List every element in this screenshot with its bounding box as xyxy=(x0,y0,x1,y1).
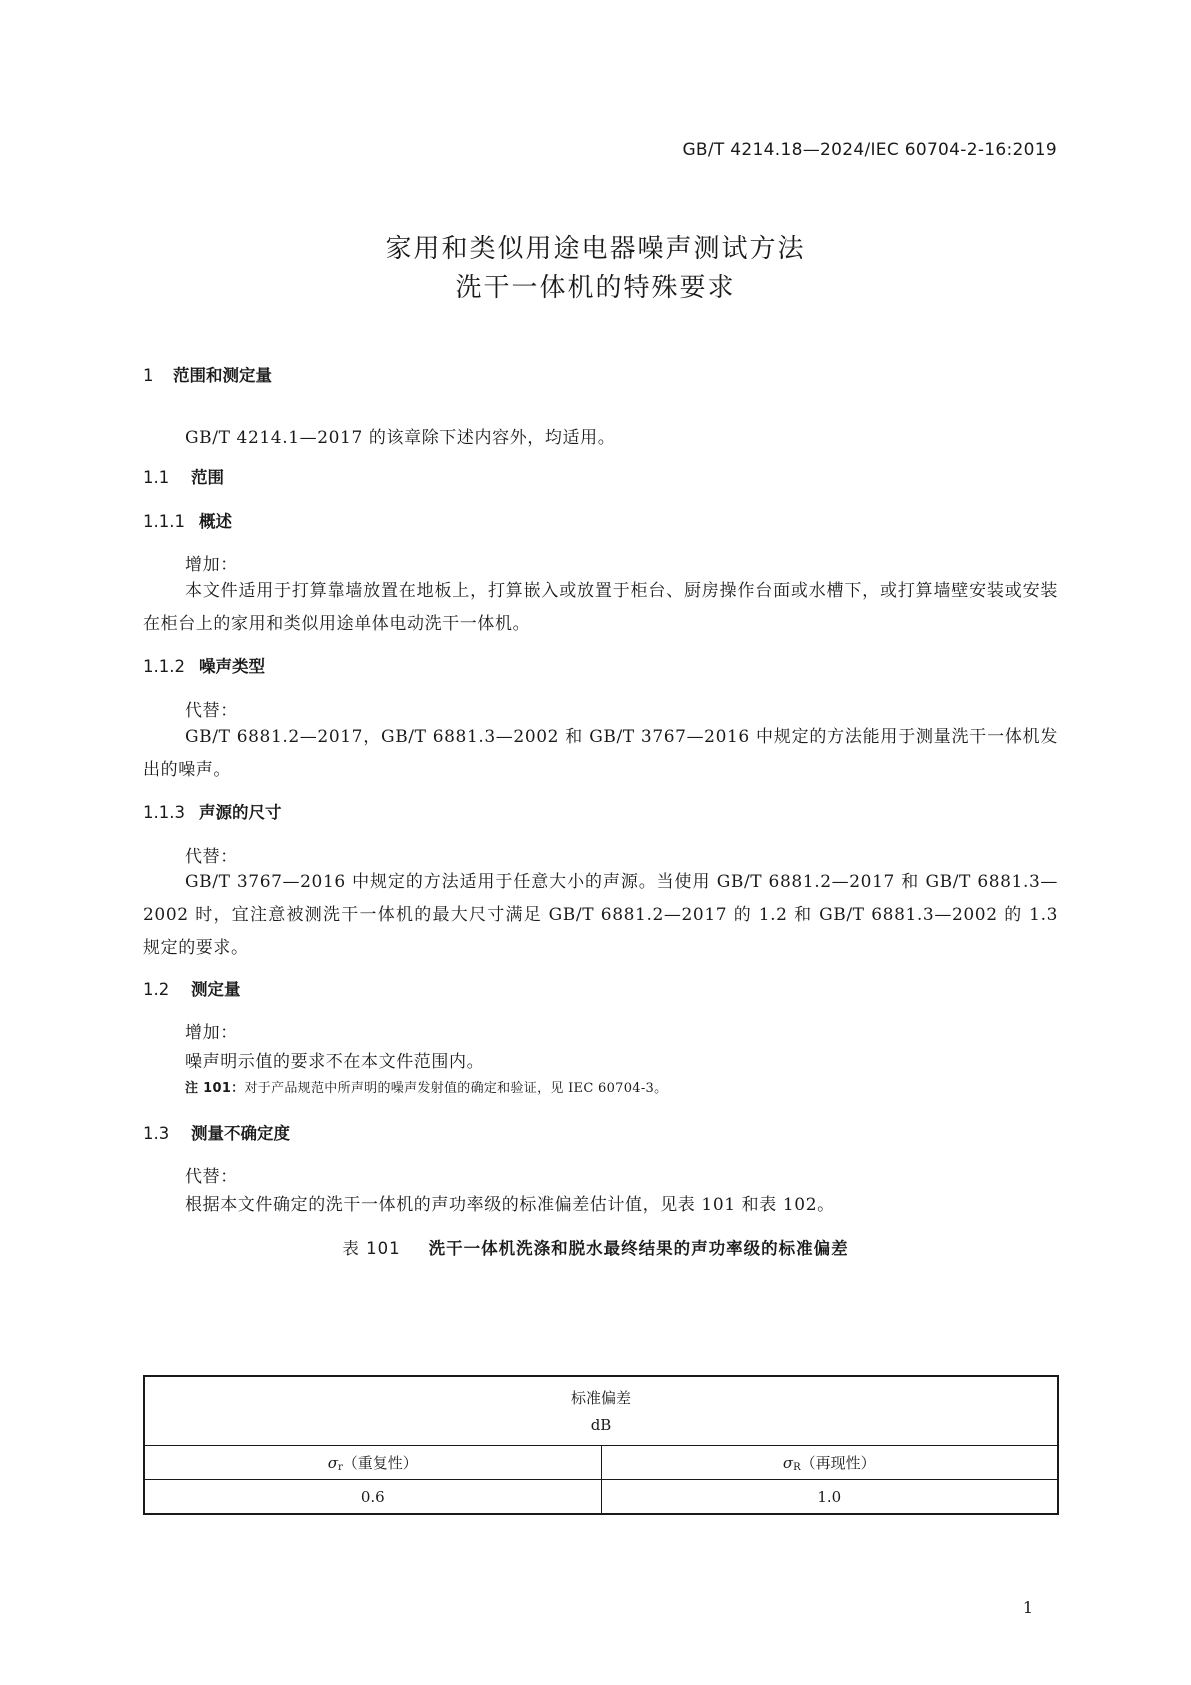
heading-title: 声源的尺寸 xyxy=(199,803,282,822)
column-label: （再现性） xyxy=(800,1453,876,1472)
table-row xyxy=(144,1480,1058,1515)
standard-number: GB/T 4214.18—2024/IEC 60704-2-16:2019 xyxy=(682,140,1057,160)
document-title-line1: 家用和类似用途电器噪声测试方法 xyxy=(385,234,806,264)
column-header-repeatability xyxy=(144,1445,601,1480)
heading-number: 1.2 xyxy=(143,980,170,999)
heading-1 xyxy=(143,362,272,386)
note-text: 对于产品规范中所声明的噪声发射值的确定和验证，见 IEC 60704-3。 xyxy=(244,1081,668,1096)
heading-number: 1.3 xyxy=(143,1124,170,1143)
sigma-symbol: σ xyxy=(782,1453,794,1472)
page-number: 1 xyxy=(1022,1598,1033,1617)
heading-1-1 xyxy=(143,464,224,488)
table-header-row xyxy=(144,1376,1058,1445)
sigma-symbol: σ xyxy=(327,1453,338,1472)
sigma-subscript: R xyxy=(793,1461,801,1473)
table-caption-text: 洗干一体机洗涤和脱水最终结果的声功率级的标准偏差 xyxy=(428,1239,849,1258)
lead-text: 代替： xyxy=(185,1167,238,1187)
paragraph: 根据本文件确定的洗干一体机的声功率级的标准偏差估计值，见表 101 和表 102。 xyxy=(185,1195,835,1215)
table-number: 表 101 xyxy=(342,1239,401,1258)
sigma-subscript: r xyxy=(337,1461,343,1473)
heading-1-3 xyxy=(143,1120,290,1144)
heading-number: 1.1.2 xyxy=(143,657,185,676)
table-101 xyxy=(143,1375,1059,1515)
document-title-line2: 洗干一体机的特殊要求 xyxy=(455,273,736,303)
heading-1-1-2 xyxy=(143,653,265,677)
heading-title: 范围 xyxy=(191,468,224,487)
paragraph: GB/T 3767—2016 中规定的方法适用于任意大小的声源。当使用 GB/T 6881.2—2017 和 GB/T 6881.3—2002 时，宜注意被测洗干一体机的最大尺寸满足 GB/T 6881.2—2017 的 1.2 和 GB/T 6881.3—2002 的 1.3 规定的要求。 xyxy=(143,872,1058,958)
header-unit: dB xyxy=(590,1416,612,1435)
heading-1-2 xyxy=(143,976,241,1000)
table-subheader-row xyxy=(144,1445,1058,1480)
paragraph: GB/T 6881.2—2017，GB/T 6881.3—2002 和 GB/T 3767—2016 中规定的方法能用于测量洗干一体机发出的噪声。 xyxy=(143,727,1058,780)
note-label: 注 101： xyxy=(185,1081,245,1096)
heading-number: 1.1 xyxy=(143,468,170,487)
value-repeatability: 0.6 xyxy=(144,1480,601,1515)
heading-number: 1 xyxy=(143,366,154,385)
paragraph: 本文件适用于打算靠墙放置在地板上，打算嵌入或放置于柜台、厨房操作台面或水槽下，或打算墙壁安装或安装在柜台上的家用和类似用途单体电动洗干一体机。 xyxy=(143,581,1058,634)
lead-text: 增加： xyxy=(185,1023,238,1043)
heading-number: 1.1.1 xyxy=(143,512,185,531)
column-header-reproducibility xyxy=(601,1445,1058,1480)
heading-number: 1.1.3 xyxy=(143,803,185,822)
column-label: （重复性） xyxy=(342,1453,418,1472)
table-caption xyxy=(0,1235,1191,1259)
lead-text: 代替： xyxy=(185,701,238,721)
lead-text: 代替： xyxy=(185,847,238,867)
heading-title: 范围和测定量 xyxy=(173,366,272,385)
heading-1-1-3 xyxy=(143,799,282,823)
note-101 xyxy=(185,1077,667,1096)
heading-title: 概述 xyxy=(199,512,232,531)
lead-text: 增加： xyxy=(185,555,238,575)
table-header-cell xyxy=(144,1376,1058,1445)
value-reproducibility: 1.0 xyxy=(601,1480,1058,1515)
heading-1-1-1 xyxy=(143,508,232,532)
heading-title: 测定量 xyxy=(191,980,241,999)
heading-title: 测量不确定度 xyxy=(191,1124,290,1143)
heading-title: 噪声类型 xyxy=(199,657,265,676)
paragraph: 噪声明示值的要求不在本文件范围内。 xyxy=(185,1052,485,1072)
header-main: 标准偏差 xyxy=(570,1389,631,1408)
paragraph: GB/T 4214.1—2017 的该章除下述内容外，均适用。 xyxy=(185,428,616,448)
